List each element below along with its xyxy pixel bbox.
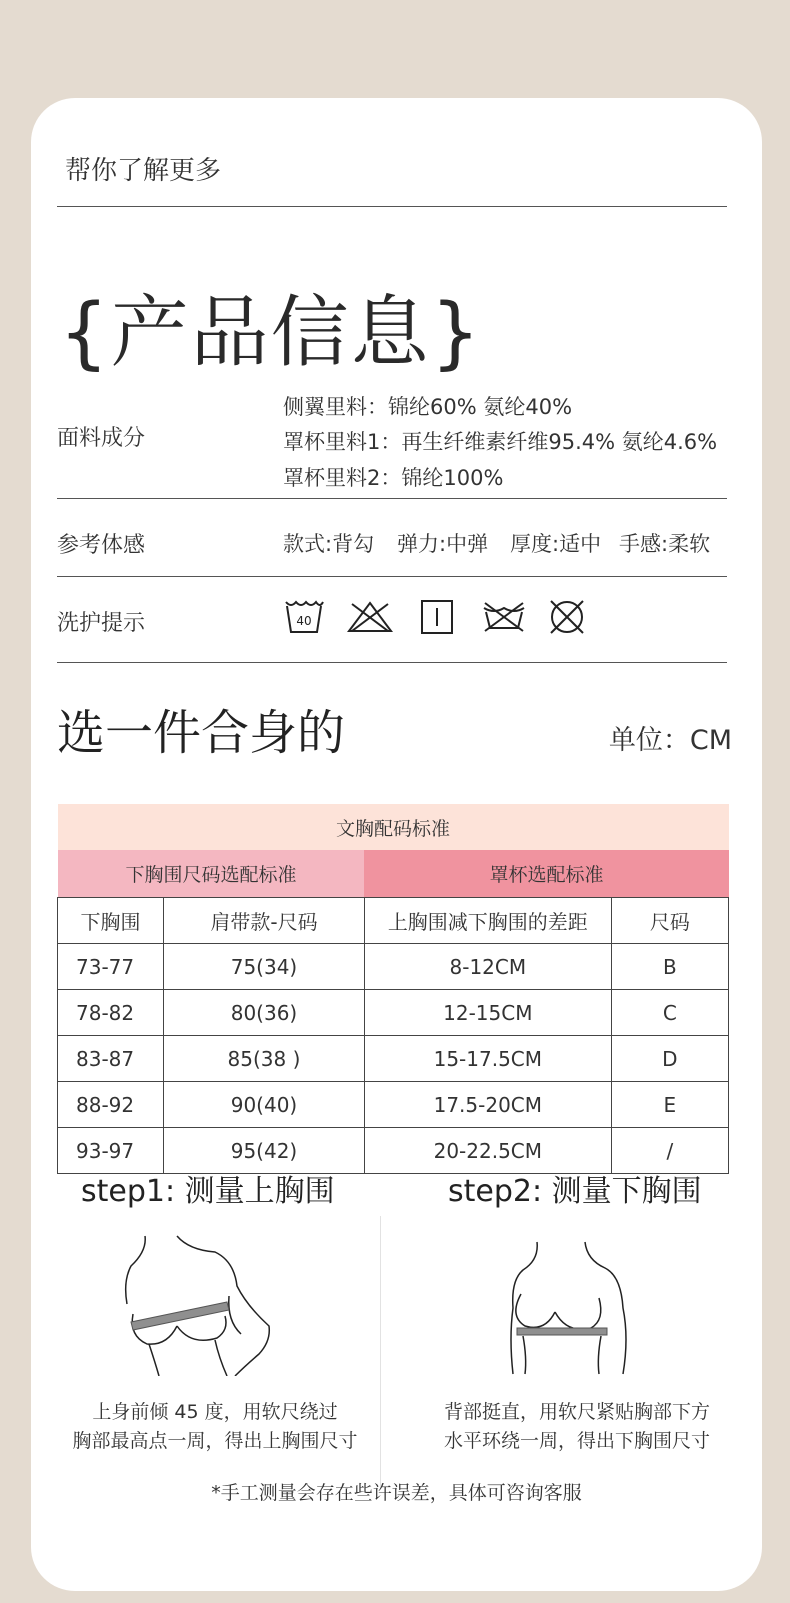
table-cell: 80(36) (164, 990, 365, 1036)
step1-description (55, 1398, 375, 1456)
divider (57, 662, 727, 663)
no-dry-clean-icon (547, 598, 587, 636)
measure-bust-illustration (119, 1226, 279, 1376)
fabric-line: 罩杯里料2：锦纶100% (283, 466, 504, 490)
line-dry-icon (420, 599, 454, 635)
table-cell: 20-22.5CM (364, 1128, 611, 1174)
care-label: 洗护提示 (57, 611, 146, 636)
table-cell: D (611, 1036, 728, 1082)
measure-underbust-illustration (501, 1228, 651, 1378)
table-cell: E (611, 1082, 728, 1128)
divider (57, 206, 727, 207)
step2-desc-line: 水平环绕一周，得出下胸围尺寸 (443, 1430, 710, 1452)
step2-desc-line: 背部挺直，用软尺紧贴胸部下方 (443, 1401, 710, 1423)
divider (57, 498, 727, 499)
table-row (58, 990, 729, 1036)
table-cell: 78-82 (58, 990, 164, 1036)
feel-elasticity: 弹力:中弹 (397, 532, 489, 556)
table-cell: 88-92 (58, 1082, 164, 1128)
table-cell: 75(34) (164, 944, 365, 990)
step-divider (380, 1216, 381, 1488)
table-cell: 83-87 (58, 1036, 164, 1082)
step1-desc-line: 胸部最高点一周，得出上胸围尺寸 (72, 1430, 358, 1452)
no-tumble-dry-icon (481, 600, 527, 634)
table-cell: / (611, 1128, 728, 1174)
wash-40-icon (283, 598, 325, 636)
table-cell: 93-97 (58, 1128, 164, 1174)
feel-label: 参考体感 (57, 533, 146, 558)
table-cell: 15-17.5CM (364, 1036, 611, 1082)
table-cell: 8-12CM (364, 944, 611, 990)
table-cell: 90(40) (164, 1082, 365, 1128)
info-card (31, 98, 762, 1591)
underbust-header: 下胸围尺码选配标准 (58, 850, 365, 898)
fabric-label: 面料成分 (57, 426, 146, 451)
table-cell: 17.5-20CM (364, 1082, 611, 1128)
table-cell: C (611, 990, 728, 1036)
column-header: 肩带款-尺码 (164, 898, 365, 944)
fabric-line: 侧翼里料：锦纶60% 氨纶40% (283, 395, 573, 419)
column-header: 尺码 (611, 898, 728, 944)
cup-header: 罩杯选配标准 (364, 850, 728, 898)
feel-touch: 手感:柔软 (619, 532, 711, 556)
feel-thickness: 厚度:适中 (510, 532, 602, 556)
wash-temp-label: 40 (296, 614, 312, 628)
step2-title: step2: 测量下胸围 (448, 1174, 702, 1209)
size-table (57, 804, 729, 1174)
table-cell: 85(38 ) (164, 1036, 365, 1082)
table-row (58, 1036, 729, 1082)
fabric-line: 罩杯里料1：再生纤维素纤维95.4% 氨纶4.6% (283, 430, 718, 454)
feel-style: 款式:背勾 (283, 532, 375, 556)
step2-description (419, 1398, 735, 1456)
table-cell: B (611, 944, 728, 990)
table-row (58, 944, 729, 990)
table-cell: 12-15CM (364, 990, 611, 1036)
table-cell: 95(42) (164, 1128, 365, 1174)
table-row (58, 1082, 729, 1128)
no-bleach-icon (346, 600, 394, 634)
section-header: 帮你了解更多 (65, 156, 222, 186)
fit-title: 选一件合身的 (57, 705, 346, 761)
product-info-title: {产品信息} (59, 288, 483, 378)
measurement-note: *手工测量会存在些许误差，具体可咨询客服 (211, 1482, 582, 1504)
size-table-main-header: 文胸配码标准 (58, 804, 729, 850)
table-cell: 73-77 (58, 944, 164, 990)
step1-desc-line: 上身前倾 45 度，用软尺绕过 (92, 1401, 338, 1423)
step1-title: step1: 测量上胸围 (81, 1174, 335, 1209)
column-header: 上胸围减下胸围的差距 (364, 898, 611, 944)
column-header: 下胸围 (58, 898, 164, 944)
unit-label: 单位：CM (608, 725, 732, 756)
divider (57, 576, 727, 577)
